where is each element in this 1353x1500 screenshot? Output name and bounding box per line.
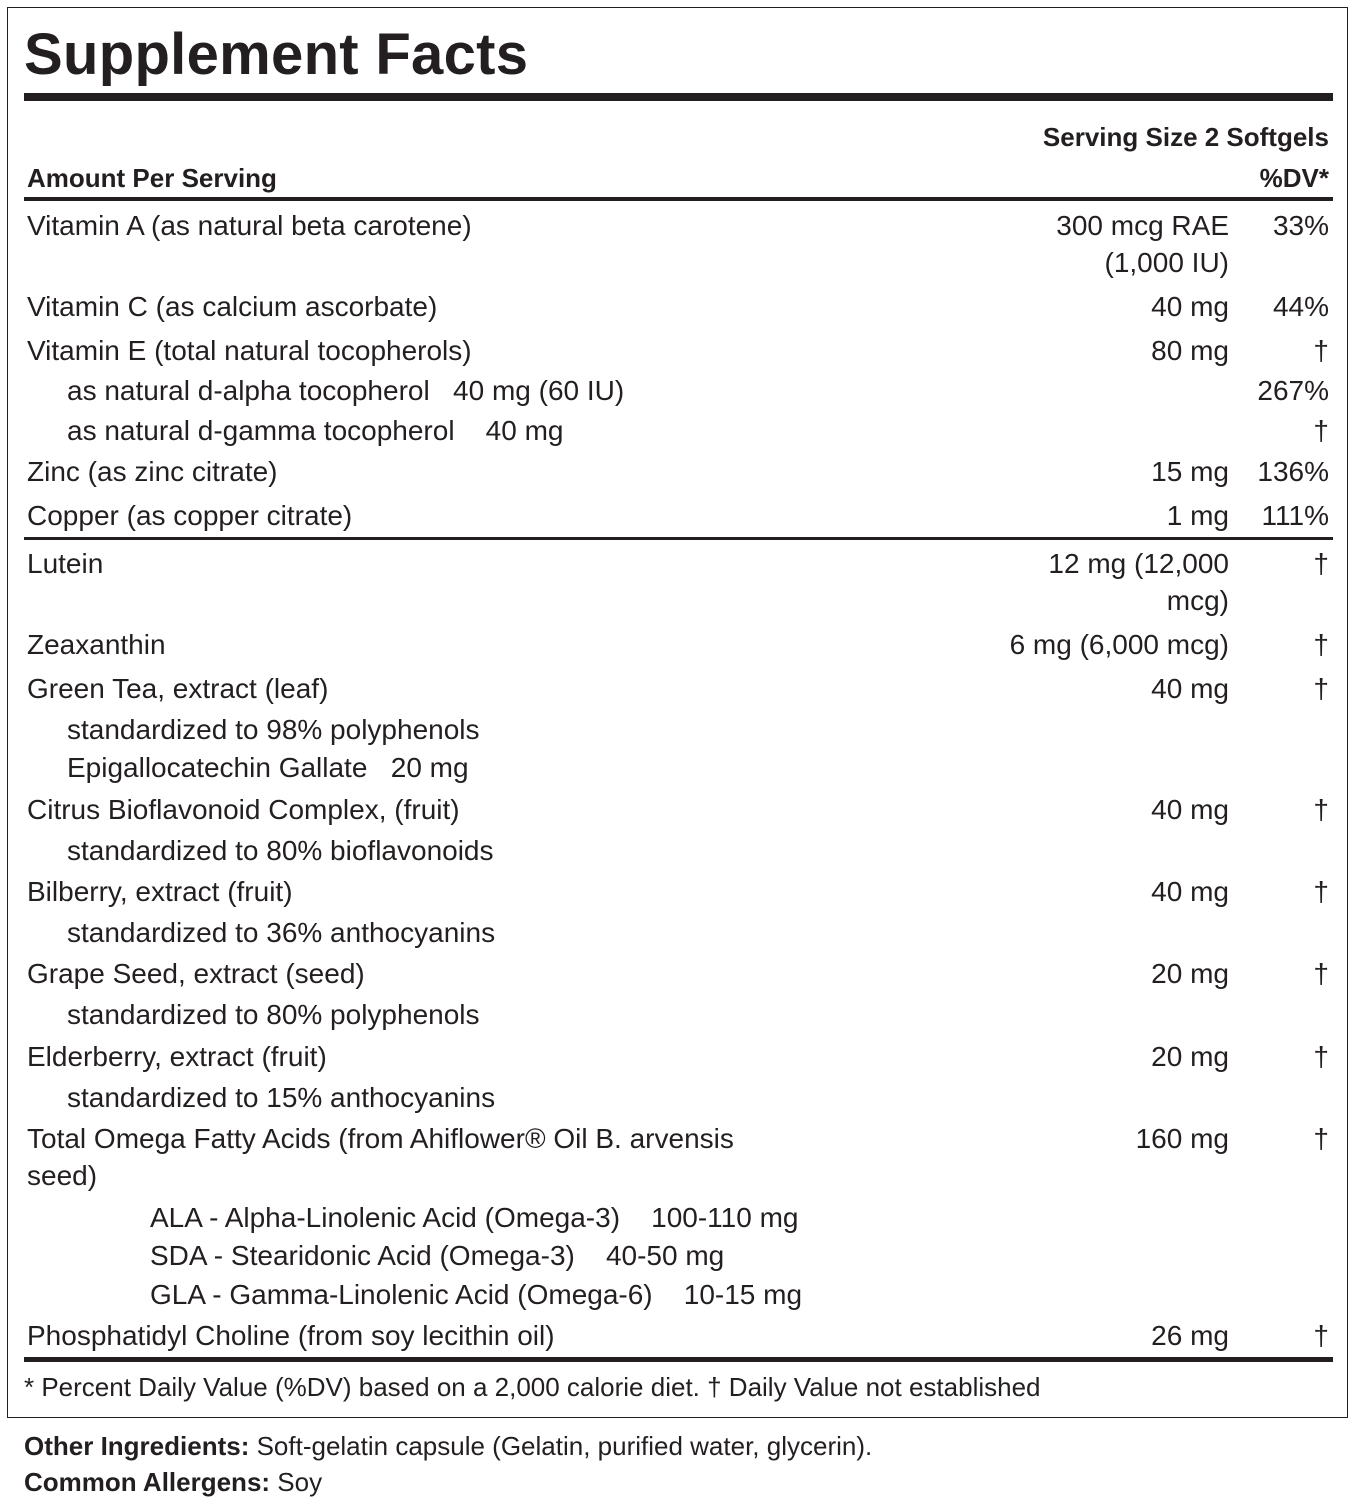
ingredient-name: Vitamin A (as natural beta carotene) — [27, 210, 472, 241]
ingredient-dv: † — [1313, 1041, 1329, 1072]
ingredient-name: Vitamin E (total natural tocopherols) — [27, 335, 472, 366]
ingredient-amount-cont: mcg) — [1166, 585, 1229, 616]
ingredient-amount: 40 mg — [1151, 291, 1229, 322]
other-ingredients-label: Other Ingredients: — [24, 1431, 250, 1461]
ingredient-dv: 267% — [1257, 375, 1329, 406]
ingredient-dv: † — [1313, 673, 1329, 704]
ingredient-subname: as natural d-alpha tocopherol 40 mg (60 IU) — [67, 375, 625, 406]
ingredient-amount: 1 mg — [1166, 500, 1229, 531]
ingredient-amount: 26 mg — [1151, 1320, 1229, 1351]
ingredient-subname: as natural d-gamma tocopherol 40 mg — [67, 415, 564, 446]
panel-title: Supplement Facts — [24, 22, 529, 87]
serving-size: Serving Size 2 Softgels — [1042, 122, 1329, 152]
ingredient-name: Copper (as copper citrate) — [27, 500, 353, 531]
section-rule — [24, 537, 1333, 540]
ingredient-dv: 33% — [1272, 210, 1329, 241]
allergens-label: Common Allergens: — [24, 1467, 271, 1497]
ingredient-dv: † — [1313, 1123, 1329, 1154]
ingredient-dv: † — [1313, 876, 1329, 907]
ingredient-name: Bilberry, extract (fruit) — [27, 876, 293, 907]
ingredient-amount: 40 mg — [1151, 876, 1229, 907]
ingredient-amount: 300 mcg RAE — [1056, 210, 1229, 241]
ingredient-dv: † — [1313, 1320, 1329, 1351]
ingredient-name: Phosphatidyl Choline (from soy lecithin oil) — [27, 1320, 555, 1351]
ingredient-name: Zinc (as zinc citrate) — [27, 456, 278, 487]
ingredient-dv: 111% — [1261, 500, 1329, 531]
ingredient-dv: 44% — [1272, 291, 1329, 322]
ingredient-name: Green Tea, extract (leaf) — [27, 673, 329, 704]
ingredient-name-cont: seed) — [27, 1160, 98, 1191]
ingredient-subname: GLA - Gamma-Linolenic Acid (Omega-6) 10-15 mg — [150, 1279, 803, 1310]
ingredient-dv: 136% — [1257, 456, 1329, 487]
ingredient-amount: 15 mg — [1151, 456, 1229, 487]
ingredient-name: Vitamin C (as calcium ascorbate) — [27, 291, 438, 322]
ingredient-amount: 40 mg — [1151, 673, 1229, 704]
ingredient-subname: standardized to 15% anthocyanins — [67, 1082, 496, 1113]
dv-header: %DV* — [1259, 163, 1329, 193]
ingredient-name: Grape Seed, extract (seed) — [27, 958, 365, 989]
ingredient-subname: standardized to 36% anthocyanins — [67, 917, 496, 948]
ingredient-amount: 80 mg — [1151, 335, 1229, 366]
ingredient-subname: Epigallocatechin Gallate 20 mg — [67, 752, 469, 783]
ingredient-subname: standardized to 80% polyphenols — [67, 999, 480, 1030]
bottom-rule — [24, 1357, 1333, 1362]
ingredient-name: Lutein — [27, 548, 104, 579]
ingredient-amount: 160 mg — [1135, 1123, 1229, 1154]
ingredient-amount: 20 mg — [1151, 958, 1229, 989]
ingredient-dv: † — [1313, 958, 1329, 989]
ingredient-name: Citrus Bioflavonoid Complex, (fruit) — [27, 794, 460, 825]
ingredient-dv: † — [1313, 415, 1329, 446]
ingredient-name: Total Omega Fatty Acids (from Ahiflower® Oil B. arvensis — [27, 1123, 734, 1154]
ingredient-dv: † — [1313, 629, 1329, 660]
ingredient-amount-cont: (1,000 IU) — [1104, 247, 1229, 278]
ingredient-subname: standardized to 98% polyphenols — [67, 714, 480, 745]
ingredient-amount: 6 mg (6,000 mcg) — [1009, 629, 1229, 660]
ingredient-amount: 40 mg — [1151, 794, 1229, 825]
other-ingredients-value: Soft-gelatin capsule (Gelatin, purified water, glycerin). — [249, 1431, 873, 1461]
ingredient-dv: † — [1313, 335, 1329, 366]
ingredient-subname: standardized to 80% bioflavonoids — [67, 835, 494, 866]
title-rule — [24, 93, 1333, 101]
ingredient-amount: 20 mg — [1151, 1041, 1229, 1072]
amount-per-serving-header: Amount Per Serving — [27, 163, 277, 193]
header-rule — [24, 197, 1333, 201]
ingredient-name: Elderberry, extract (fruit) — [27, 1041, 327, 1072]
ingredient-subname: SDA - Stearidonic Acid (Omega-3) 40-50 mg — [150, 1240, 725, 1271]
allergens-value: Soy — [270, 1467, 323, 1497]
ingredient-dv: † — [1313, 794, 1329, 825]
dv-footnote: * Percent Daily Value (%DV) based on a 2,000 calorie diet. † Daily Value not established — [24, 1372, 1041, 1402]
ingredient-name: Zeaxanthin — [27, 629, 166, 660]
ingredient-dv: † — [1313, 548, 1329, 579]
other-ingredients — [24, 1430, 872, 1462]
common-allergens — [24, 1466, 322, 1498]
ingredient-amount: 12 mg (12,000 — [1048, 548, 1229, 579]
ingredient-subname: ALA - Alpha-Linolenic Acid (Omega-3) 100-110 mg — [150, 1202, 799, 1233]
